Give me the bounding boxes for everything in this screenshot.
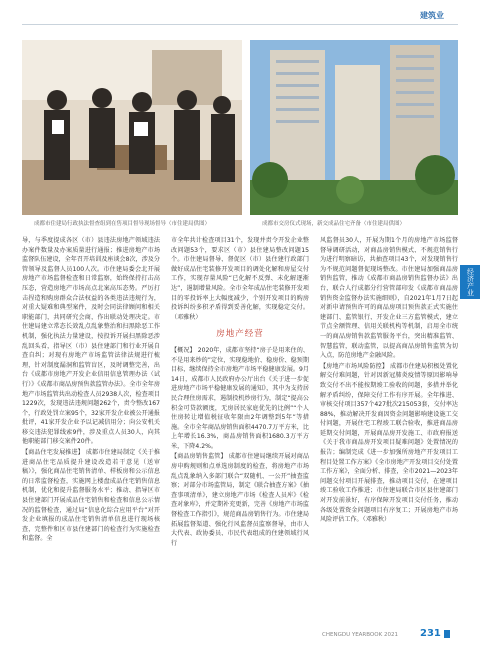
photo-residential bbox=[250, 40, 458, 215]
paragraph: 风监督员30人，开展为期1个月的房地产市场监督督导调研活动，对商品房销售模式、不规范销售行为进行明察暗访，共抽查项目43个，对发现销售行为不规范问题督促现场整改。市住建局加强商品房销售监管，推动《成都市商品房销售监督办法》出台，联合人行成都分行营管部印发《成都市商品房销售资金监督办法实施细则》，自2021年1月7日起对新申请预售许可的商品房项目预售款正式实施住建部门、监管银行、开发企业三方监管模式，建立节点全额管理、信用关联机构等机制，启用全市统一的商品房销售款监管服务平台，突出精准监管、智慧监管，联动监管，以提高商品房销售监管为切入点，防范房地产金融风险。 bbox=[320, 237, 458, 360]
photo-inspection bbox=[22, 40, 242, 215]
text-column-3 bbox=[320, 236, 458, 526]
chapter-tab: 经济产业 bbox=[460, 265, 480, 299]
text-column-1 bbox=[22, 236, 160, 545]
paragraph: 导，与季度提成各区（市）县违法房地产领域违法办案件数量及办案质量进行通报；推进房地产市场监督队伍建设，全年召开培训及座谈会8次，涉及分管领导及监督人员100人次。市住建局委会北开展房地产市场监督检查和日常监察，始终保持打击高压态，营造房地产市场高点北案高压态势。严厉打击捏造和购房群众合法权益的各类违法违规行为，对重大疑难和典型案件，及时会同法律顾问和相关职能部门，共同研究会商，作出联动处理决定。市住建局建立常态长效乱点乱象整治和扫黑除恶工作机制，强化执法力量建设，按投诉开展扫黑除恶涉乱回头看，指导区（市）县住建部门和行业开展自查自纠；对现有房地产市场监管法律法规进行梳理，针对制度漏洞和监管盲区，及时调整完善，出台《成都市房地产开发企业信用信息管理办法（试行）》《成都市商品房预售款监管办法》。全市全年房地产市场监管共出动检查人员2938人次，检查项目1229次，发现违法违规问题262个，责令整改167个，行政处罚立案95个，32家开发企业被公开通报批评，41家开发企业予以记减信用分；向公安机关移交违法犯罪线索9件，涉及重点人员30人，向其他职能部门移交案件20件。 bbox=[22, 237, 160, 446]
text-column-2 bbox=[171, 236, 309, 549]
header-rule bbox=[22, 24, 458, 25]
section-tag: 建筑业 bbox=[420, 11, 444, 20]
paragraph: 市全年共计检查项目31个，发现并责令开发企业整改问题53个，要求区（市）县住建局整改问题15个。市住建局督导、督促区（市）县住建行政部门做好成品住宅装修开发项目的调处化解和房屋交付工作，实现存量风险“已化解不反弹、未化解逐渐达”，遏制增量风险。全市全年成品住宅装修开发项目的零投诉率上大幅度减少，个别开发项目的购房投诉纠纷多积矛盾得到妥善化解，实现稳定交付。 （邓雅秋） bbox=[171, 237, 309, 321]
paragraph: 【商品房销售监管】 成都市住建局继续开展对商品房申购规则和点单选房制度的检查，将房地产市场乱点乱象纳入多部门联合“双随机、一公开”抽查监察；对部分市场监管局，制定《联合抽查方案》《抽查事项清单》，建立房地产市场《检查人员库》《检查对象库》，并定期补充更新，完善《房地产市场监督检查工作指引》，规范商品房销售行为。市住建局拓展监督渠道、强化行风监督员监察督导，由市人大代表、政协委员、市民代表组成的住建领域行风行 bbox=[171, 453, 309, 547]
section-heading: 房地产经营 bbox=[216, 329, 264, 340]
photo-caption-right: 成都市交房仪式现场，新交成品住宅齐备（市住建局供图） bbox=[262, 221, 406, 227]
paragraph: 【商品住宅发展推进】 成都市住建局制定《关于推进商品住宅品质提升建设改造若干意见（送审稿）》，强化商品住宅销售清单、样板房和公示信息的日常监督检查，实施网上楼盘成品住宅销售信息机制，优化和提升监督服务水平；推动、指导区市县住建部门开展成品住宅销售和检查和信息公示情况的监督检查，通过局“信息化综合应用平台”对开发企业填报的成品住宅销售清单信息进行现场核查，完整件和区市县住建部门的检查行为实施检查和监督。全 bbox=[22, 449, 160, 543]
photo-residential-image bbox=[250, 40, 458, 215]
page-number: 231 bbox=[420, 628, 441, 639]
footer-book-title: CHENGDU YEARBOOK 2021 bbox=[322, 632, 398, 638]
paragraph: 【房地产市场风险防控】 成都市住建局积极处置化解交付难问题，针对因新冠肺炎疫情等原因影响导致交付不出不能按期竣工验收的问题，多措并举化解矛盾纠纷，保障交付工作有序开展。全年推进、审核交付项目357个427批次215053套，交付率达88%，推动解决开发商因资金问题影响建设施工交付问题，开展住宅工程竣工联合验收，推进商品房延期交付问题，开展商品房开发施工、市政府报送《关于我市商品房开发项目疑难问题》处置情况的报告；编制完成《进一步加强所房地产开发项目工程目处置工作方案》《全市房地产开发项目交付处置工作方案》，全面分析、排查，全市2021—2023年问题交付项目开展排查，推动项目交付，在建项目竣工验收工作推进；市住建局联合市区县住建部门对开发前景好，有序保障开发项目交付任务，推动各级处置资金问题项目有序复工；开展房地产市场风险评估工作。（邓雅秋） bbox=[320, 362, 458, 524]
photo-inspection-image bbox=[22, 40, 242, 215]
photo-caption-left: 成都市住建局行政执法督查组到在售项目督导现场督导（市住建局供图） bbox=[34, 221, 211, 227]
paragraph: 【概况】 2020年，成都市坚持“房子是用来住的、不是用来炒的”定位，实现稳地价、稳房价、稳预期目标，继续保持全市房地产市场平稳健康发展。9月14日，成都市人民政府办公厅出台《关于进一步促进房地产市场平稳健康发展的通知》，其中为支持居民合理住房需求，遏制投机炒房行为，制定“提高公积金可贷款额度，无房居民家庭优先的比例”“个人住房转让增值税征收年限由2年调整到5年”等措施。全市全年商品房销售面积4470.7万平方米，比上年增长16.3%，商品房销售面积1680.3万平方米，下降4.2%。 bbox=[171, 346, 309, 450]
page-marker bbox=[444, 630, 450, 638]
